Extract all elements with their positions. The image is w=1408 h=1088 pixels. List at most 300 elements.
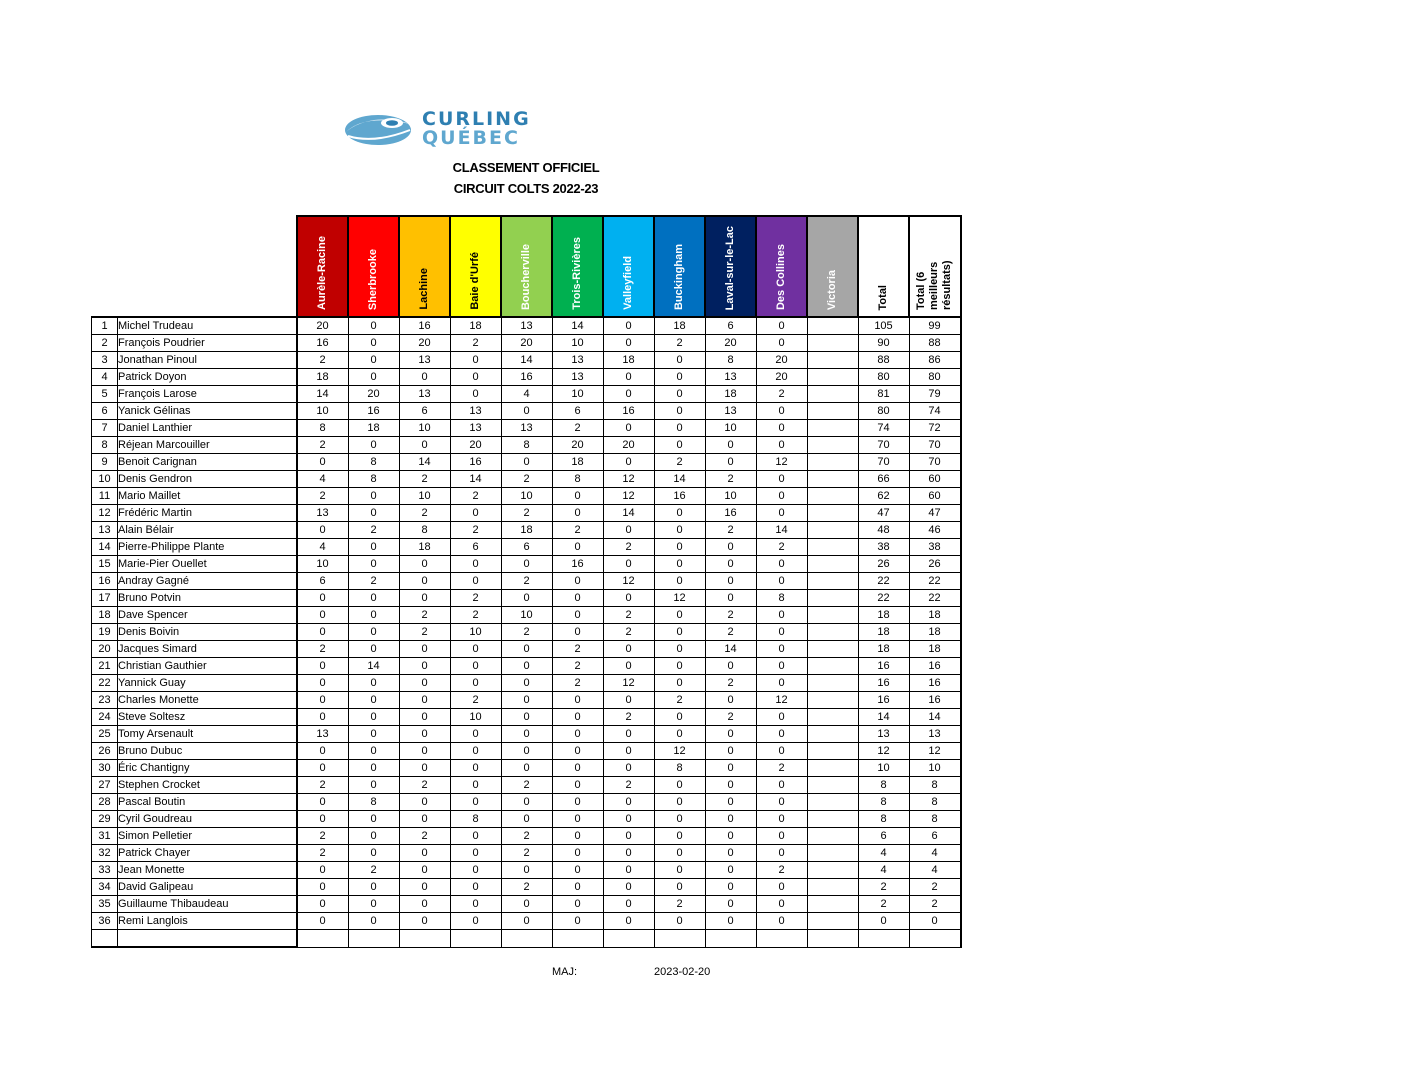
score-cell: 0 xyxy=(348,777,399,794)
total-cell xyxy=(909,930,961,948)
score-cell xyxy=(807,624,858,641)
score-cell: 14 xyxy=(756,522,807,539)
score-cell: 0 xyxy=(552,896,603,913)
score-cell: 0 xyxy=(297,896,349,913)
score-cell: 2 xyxy=(654,454,705,471)
table-header-row xyxy=(92,216,961,317)
player-name-cell: Stephen Crocket xyxy=(118,777,297,794)
score-cell: 2 xyxy=(450,335,501,352)
player-name-cell: François Larose xyxy=(118,386,297,403)
player-name-cell: Charles Monette xyxy=(118,692,297,709)
score-cell: 0 xyxy=(756,335,807,352)
player-name-cell: Denis Gendron xyxy=(118,471,297,488)
total-cell: 4 xyxy=(909,862,961,879)
score-cell: 0 xyxy=(399,794,450,811)
score-cell: 0 xyxy=(501,556,552,573)
score-cell: 0 xyxy=(450,556,501,573)
score-cell: 0 xyxy=(348,879,399,896)
score-cell: 0 xyxy=(756,624,807,641)
score-cell: 10 xyxy=(705,420,756,437)
score-cell: 0 xyxy=(654,709,705,726)
player-name-cell xyxy=(118,930,297,948)
score-cell: 14 xyxy=(450,471,501,488)
score-cell: 13 xyxy=(501,420,552,437)
score-cell: 2 xyxy=(501,624,552,641)
rank-cell: 16 xyxy=(92,573,118,590)
score-cell: 18 xyxy=(603,352,654,369)
player-name-cell: Jacques Simard xyxy=(118,641,297,658)
player-name-cell: Jean Monette xyxy=(118,862,297,879)
score-cell: 0 xyxy=(705,862,756,879)
score-cell: 0 xyxy=(756,403,807,420)
score-cell: 0 xyxy=(654,845,705,862)
score-cell: 8 xyxy=(399,522,450,539)
score-cell: 12 xyxy=(756,692,807,709)
score-cell: 0 xyxy=(603,811,654,828)
rank-cell: 22 xyxy=(92,675,118,692)
rank-cell: 21 xyxy=(92,658,118,675)
score-cell: 14 xyxy=(501,352,552,369)
rank-cell: 29 xyxy=(92,811,118,828)
table-body xyxy=(92,317,961,947)
table-row xyxy=(92,522,961,539)
score-cell: 0 xyxy=(603,828,654,845)
score-cell: 14 xyxy=(552,317,603,335)
score-cell xyxy=(807,811,858,828)
score-cell xyxy=(807,539,858,556)
column-header-label: Trois-Rivières xyxy=(571,237,583,310)
score-cell: 0 xyxy=(399,845,450,862)
total-cell: 16 xyxy=(909,658,961,675)
score-cell: 0 xyxy=(348,437,399,454)
score-cell: 0 xyxy=(348,845,399,862)
total-cell: 8 xyxy=(909,794,961,811)
player-name-cell: Alain Bélair xyxy=(118,522,297,539)
score-cell: 0 xyxy=(450,641,501,658)
score-cell: 14 xyxy=(603,505,654,522)
header-blank-rank xyxy=(92,216,118,317)
score-cell: 0 xyxy=(552,573,603,590)
score-cell: 0 xyxy=(654,828,705,845)
score-cell: 0 xyxy=(552,539,603,556)
rank-cell: 9 xyxy=(92,454,118,471)
score-cell: 0 xyxy=(501,743,552,760)
score-cell xyxy=(552,930,603,948)
total-cell: 90 xyxy=(858,335,909,352)
total-cell: 0 xyxy=(858,913,909,930)
score-cell: 14 xyxy=(705,641,756,658)
score-cell xyxy=(807,607,858,624)
score-cell: 2 xyxy=(756,862,807,879)
column-header-label: Lachine xyxy=(418,268,430,310)
player-name-cell: Bruno Potvin xyxy=(118,590,297,607)
score-cell xyxy=(807,913,858,930)
score-cell: 2 xyxy=(297,352,349,369)
rank-cell: 19 xyxy=(92,624,118,641)
score-cell: 0 xyxy=(552,607,603,624)
score-cell xyxy=(807,896,858,913)
table-row xyxy=(92,777,961,794)
rank-cell: 31 xyxy=(92,828,118,845)
column-header-label: Victoria xyxy=(826,269,838,310)
score-cell: 0 xyxy=(654,403,705,420)
total-cell: 66 xyxy=(858,471,909,488)
score-cell: 8 xyxy=(501,437,552,454)
score-cell: 13 xyxy=(705,369,756,386)
score-cell: 0 xyxy=(501,760,552,777)
score-cell: 2 xyxy=(501,505,552,522)
score-cell: 8 xyxy=(756,590,807,607)
score-cell: 8 xyxy=(450,811,501,828)
score-cell: 0 xyxy=(399,692,450,709)
table-row xyxy=(92,726,961,743)
score-cell xyxy=(807,760,858,777)
total-cell: 80 xyxy=(858,403,909,420)
score-cell: 13 xyxy=(705,403,756,420)
total-cell: 74 xyxy=(858,420,909,437)
score-cell: 0 xyxy=(348,488,399,505)
score-cell: 0 xyxy=(756,437,807,454)
score-cell: 0 xyxy=(654,607,705,624)
score-cell: 0 xyxy=(756,675,807,692)
score-cell: 0 xyxy=(705,811,756,828)
total-cell: 22 xyxy=(858,573,909,590)
score-cell: 13 xyxy=(297,726,349,743)
score-cell xyxy=(807,454,858,471)
score-cell: 0 xyxy=(705,760,756,777)
total-cell: 70 xyxy=(909,437,961,454)
column-header-9 xyxy=(756,216,807,317)
score-cell: 0 xyxy=(756,794,807,811)
total-cell: 18 xyxy=(909,607,961,624)
score-cell: 2 xyxy=(297,828,349,845)
score-cell: 0 xyxy=(756,471,807,488)
score-cell: 0 xyxy=(603,317,654,335)
player-name-cell: Bruno Dubuc xyxy=(118,743,297,760)
score-cell: 0 xyxy=(348,590,399,607)
score-cell: 14 xyxy=(297,386,349,403)
score-cell: 0 xyxy=(654,794,705,811)
score-cell: 0 xyxy=(450,794,501,811)
score-cell: 8 xyxy=(705,352,756,369)
score-cell: 13 xyxy=(450,403,501,420)
score-cell: 0 xyxy=(756,317,807,335)
score-cell xyxy=(807,369,858,386)
score-cell: 14 xyxy=(399,454,450,471)
score-cell: 0 xyxy=(756,607,807,624)
score-cell: 0 xyxy=(654,675,705,692)
score-cell: 0 xyxy=(501,862,552,879)
rank-cell: 17 xyxy=(92,590,118,607)
score-cell: 0 xyxy=(501,913,552,930)
score-cell: 0 xyxy=(705,845,756,862)
score-cell: 0 xyxy=(705,777,756,794)
player-name-cell: Christian Gauthier xyxy=(118,658,297,675)
score-cell: 0 xyxy=(348,607,399,624)
score-cell: 2 xyxy=(756,539,807,556)
column-header-label: Total xyxy=(877,284,889,310)
total-cell: 47 xyxy=(858,505,909,522)
total-cell: 81 xyxy=(858,386,909,403)
total-cell: 86 xyxy=(909,352,961,369)
score-cell: 0 xyxy=(603,743,654,760)
score-cell: 18 xyxy=(297,369,349,386)
score-cell: 16 xyxy=(705,505,756,522)
score-cell: 2 xyxy=(399,607,450,624)
score-cell: 0 xyxy=(348,828,399,845)
score-cell: 2 xyxy=(603,777,654,794)
score-cell: 20 xyxy=(705,335,756,352)
score-cell xyxy=(807,556,858,573)
score-cell: 0 xyxy=(756,845,807,862)
table-row xyxy=(92,845,961,862)
score-cell: 2 xyxy=(450,692,501,709)
total-cell: 74 xyxy=(909,403,961,420)
score-cell: 2 xyxy=(501,573,552,590)
score-cell: 2 xyxy=(297,777,349,794)
score-cell: 0 xyxy=(654,420,705,437)
table-row xyxy=(92,471,961,488)
score-cell: 0 xyxy=(603,590,654,607)
total-cell: 26 xyxy=(858,556,909,573)
rank-cell: 20 xyxy=(92,641,118,658)
score-cell: 18 xyxy=(399,539,450,556)
table-row xyxy=(92,317,961,335)
rank-cell: 27 xyxy=(92,777,118,794)
score-cell xyxy=(399,930,450,948)
player-name-cell: Michel Trudeau xyxy=(118,317,297,335)
total-cell: 22 xyxy=(858,590,909,607)
score-cell xyxy=(807,828,858,845)
table-row xyxy=(92,624,961,641)
score-cell: 2 xyxy=(603,607,654,624)
score-cell: 0 xyxy=(552,505,603,522)
score-cell: 2 xyxy=(348,573,399,590)
rank-cell: 6 xyxy=(92,403,118,420)
total-cell: 46 xyxy=(909,522,961,539)
score-cell: 2 xyxy=(705,624,756,641)
total-cell: 2 xyxy=(909,896,961,913)
score-cell: 6 xyxy=(399,403,450,420)
total-cell: 2 xyxy=(909,879,961,896)
table-row xyxy=(92,607,961,624)
table-row xyxy=(92,369,961,386)
score-cell: 0 xyxy=(603,692,654,709)
total-cell: 16 xyxy=(909,692,961,709)
score-cell: 2 xyxy=(348,862,399,879)
player-name-cell: Dave Spencer xyxy=(118,607,297,624)
table-row xyxy=(92,437,961,454)
score-cell xyxy=(705,930,756,948)
score-cell: 0 xyxy=(756,828,807,845)
score-cell: 0 xyxy=(654,539,705,556)
score-cell xyxy=(807,658,858,675)
score-cell: 0 xyxy=(297,879,349,896)
total-cell: 18 xyxy=(858,641,909,658)
column-header-label: Valleyfield xyxy=(622,256,634,310)
score-cell xyxy=(807,777,858,794)
score-cell: 0 xyxy=(705,879,756,896)
score-cell: 2 xyxy=(552,641,603,658)
column-header-label: Sherbrooke xyxy=(367,248,379,310)
logo-wordmark xyxy=(422,110,531,148)
rank-cell: 12 xyxy=(92,505,118,522)
rank-cell xyxy=(92,930,118,948)
score-cell xyxy=(807,641,858,658)
score-cell: 0 xyxy=(654,658,705,675)
score-cell: 0 xyxy=(756,896,807,913)
score-cell: 2 xyxy=(297,437,349,454)
player-name-cell: Denis Boivin xyxy=(118,624,297,641)
score-cell: 0 xyxy=(552,590,603,607)
total-cell: 38 xyxy=(909,539,961,556)
player-name-cell: Yanick Gélinas xyxy=(118,403,297,420)
score-cell: 2 xyxy=(603,709,654,726)
score-cell: 2 xyxy=(399,624,450,641)
score-cell: 10 xyxy=(501,607,552,624)
total-cell: 14 xyxy=(858,709,909,726)
score-cell: 0 xyxy=(552,879,603,896)
score-cell: 0 xyxy=(348,556,399,573)
column-header-5 xyxy=(552,216,603,317)
table-row xyxy=(92,641,961,658)
score-cell: 2 xyxy=(297,488,349,505)
column-header-0 xyxy=(297,216,349,317)
score-cell: 0 xyxy=(348,811,399,828)
total-cell: 88 xyxy=(858,352,909,369)
score-cell: 0 xyxy=(552,794,603,811)
total-cell xyxy=(858,930,909,948)
score-cell: 0 xyxy=(705,573,756,590)
score-cell: 0 xyxy=(705,913,756,930)
score-cell: 14 xyxy=(348,658,399,675)
total-cell: 72 xyxy=(909,420,961,437)
score-cell: 2 xyxy=(399,505,450,522)
total-cell: 8 xyxy=(909,777,961,794)
score-cell: 2 xyxy=(654,896,705,913)
score-cell: 20 xyxy=(552,437,603,454)
rank-cell: 3 xyxy=(92,352,118,369)
score-cell: 2 xyxy=(552,675,603,692)
score-cell: 0 xyxy=(705,828,756,845)
score-cell: 16 xyxy=(654,488,705,505)
score-cell: 2 xyxy=(603,539,654,556)
curling-stone-icon xyxy=(344,110,414,150)
player-name-cell: Steve Soltesz xyxy=(118,709,297,726)
score-cell: 2 xyxy=(552,658,603,675)
score-cell: 0 xyxy=(348,709,399,726)
score-cell: 0 xyxy=(348,692,399,709)
rank-cell: 7 xyxy=(92,420,118,437)
score-cell xyxy=(807,488,858,505)
score-cell: 2 xyxy=(297,845,349,862)
score-cell: 20 xyxy=(603,437,654,454)
score-cell: 0 xyxy=(348,335,399,352)
score-cell: 0 xyxy=(603,335,654,352)
column-header-label: Baie d'Urfé xyxy=(469,252,481,310)
total-cell: 18 xyxy=(909,641,961,658)
score-cell xyxy=(807,437,858,454)
table-row xyxy=(92,403,961,420)
score-cell: 0 xyxy=(552,862,603,879)
score-cell: 0 xyxy=(603,454,654,471)
rank-cell: 36 xyxy=(92,913,118,930)
score-cell: 0 xyxy=(501,590,552,607)
player-name-cell: Pascal Boutin xyxy=(118,794,297,811)
score-cell: 12 xyxy=(603,675,654,692)
table-row xyxy=(92,420,961,437)
column-header-1 xyxy=(348,216,399,317)
rank-cell: 23 xyxy=(92,692,118,709)
score-cell: 0 xyxy=(399,709,450,726)
score-cell: 2 xyxy=(705,471,756,488)
total-cell: 6 xyxy=(858,828,909,845)
table-row xyxy=(92,658,961,675)
player-name-cell: Éric Chantigny xyxy=(118,760,297,777)
score-cell: 0 xyxy=(450,658,501,675)
total-cell: 18 xyxy=(858,607,909,624)
score-cell: 8 xyxy=(552,471,603,488)
total-cell: 2 xyxy=(858,896,909,913)
rank-cell: 14 xyxy=(92,539,118,556)
score-cell: 20 xyxy=(756,369,807,386)
rank-cell: 30 xyxy=(92,760,118,777)
total-cell: 60 xyxy=(909,471,961,488)
table-row xyxy=(92,862,961,879)
score-cell: 0 xyxy=(603,386,654,403)
table-row xyxy=(92,573,961,590)
score-cell: 2 xyxy=(603,624,654,641)
score-cell: 0 xyxy=(501,675,552,692)
score-cell xyxy=(807,505,858,522)
score-cell: 0 xyxy=(297,811,349,828)
score-cell: 2 xyxy=(756,760,807,777)
score-cell: 0 xyxy=(654,522,705,539)
score-cell: 14 xyxy=(654,471,705,488)
score-cell: 13 xyxy=(399,386,450,403)
score-cell: 0 xyxy=(552,828,603,845)
score-cell: 13 xyxy=(399,352,450,369)
score-cell: 0 xyxy=(603,862,654,879)
score-cell: 10 xyxy=(450,624,501,641)
score-cell: 0 xyxy=(654,913,705,930)
score-cell: 0 xyxy=(603,879,654,896)
total-cell: 10 xyxy=(909,760,961,777)
total-cell: 8 xyxy=(909,811,961,828)
score-cell: 0 xyxy=(501,896,552,913)
score-cell: 0 xyxy=(603,641,654,658)
score-cell: 18 xyxy=(450,317,501,335)
table-row xyxy=(92,709,961,726)
score-cell: 0 xyxy=(705,692,756,709)
player-name-cell: Cyril Goudreau xyxy=(118,811,297,828)
total-cell: 16 xyxy=(858,675,909,692)
score-cell: 2 xyxy=(501,471,552,488)
score-cell: 0 xyxy=(450,777,501,794)
score-cell: 0 xyxy=(501,658,552,675)
score-cell: 0 xyxy=(756,505,807,522)
score-cell: 0 xyxy=(348,352,399,369)
score-cell: 0 xyxy=(399,913,450,930)
score-cell: 0 xyxy=(552,743,603,760)
column-header-2 xyxy=(399,216,450,317)
score-cell: 0 xyxy=(756,777,807,794)
score-cell: 12 xyxy=(603,488,654,505)
table-row xyxy=(92,556,961,573)
score-cell: 0 xyxy=(348,896,399,913)
score-cell: 0 xyxy=(654,777,705,794)
score-cell: 0 xyxy=(501,709,552,726)
